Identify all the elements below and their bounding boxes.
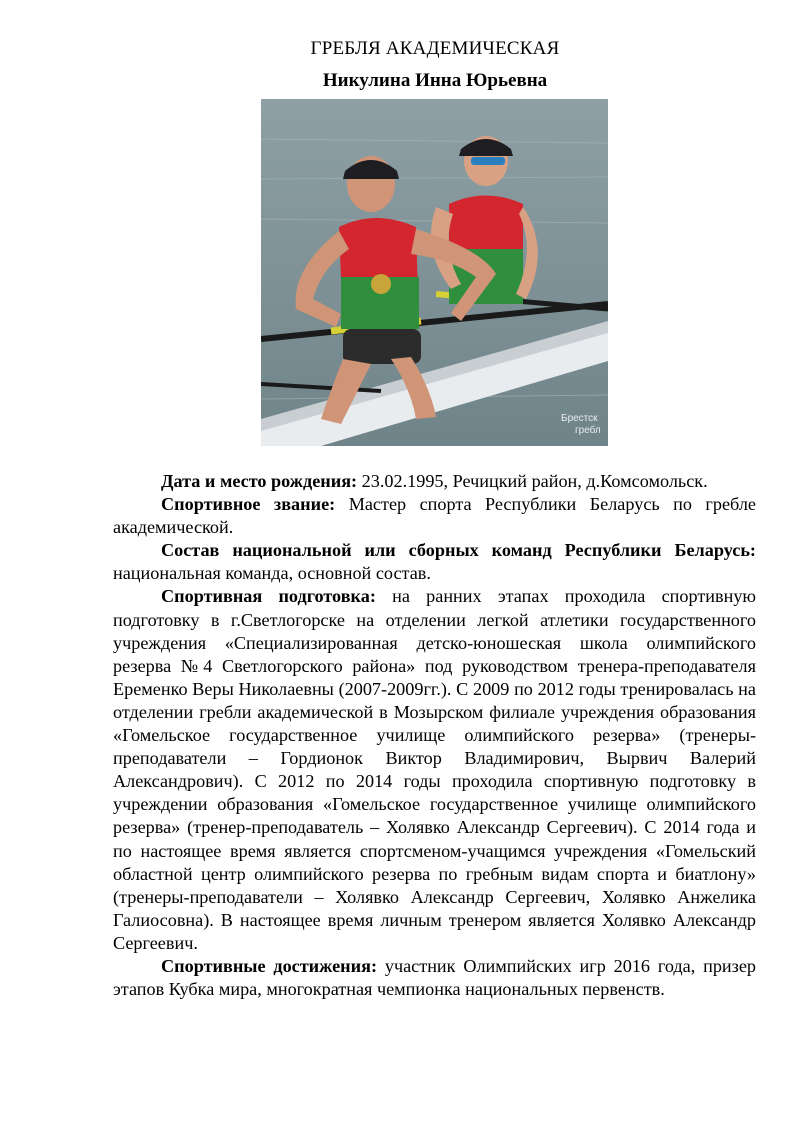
team-paragraph [113, 539, 756, 585]
birth-value: 23.02.1995, Речицкий район, д.Комсомольск. [357, 471, 708, 491]
training-value: на ранних этапах проходила спортивную подготовку в г.Светлогорске на отделении легкой атлетики государственного учреждения «Специализированная детско-юношеская школа олимпийского резерва №4 Светлогорского района» под руководством тренера-преподавателя Еременко Веры Николаевны (2007-2009гг.). С 2009 по 2012 годы тренировалась на отделении гребли академической в Мозырском филиале учреждения образования «Гомельское государственное училище олимпийского резерва» (тренеры-преподаватели – Гордионок Виктор Владимирович, Вырвич Валерий Александрович). С 2012 по 2014 годы проходила спортивную подготовку в учреждении образования «Гомельское государственное училище олимпийского резерва» (тренер-преподаватель – Холявко Александр Сергеевич). С 2014 года и по настоящее время является спортсменом-учащимся учреждения «Гомельский областной центр олимпийского резерва по гребным видам спорта и биатлону» (тренеры-преподаватели – Холявко Александр Сергеевич, Холявко Анжелика Галиосовна). В настоящее время личным тренером является Холявко Александр Сергеевич. [113, 586, 757, 953]
athlete-bio [113, 470, 756, 1001]
title-value: Мастер спорта Республики Беларусь по гребле академической. [113, 494, 756, 538]
birth-label: Дата и место рождения: [161, 471, 358, 491]
photo-watermark-line2: гребл [575, 425, 601, 436]
title-label: Спортивное звание: [161, 494, 336, 515]
achievements-label: Спортивные достижения: [161, 955, 378, 976]
athlete-name: Никулина Инна Юрьевна [322, 70, 548, 91]
photo-watermark: Брестск [561, 413, 598, 424]
team-value: национальная команда, основной состав. [113, 563, 431, 584]
team-label: Состав национальной или сборных команд Республики Беларусь: [161, 540, 756, 561]
sport-title: ГРЕБЛЯ АКАДЕМИЧЕСКАЯ [310, 38, 560, 59]
birth-paragraph [113, 470, 756, 493]
achievements-value: участник Олимпийских игр 2016 года, призер этапов Кубка мира, многократная чемпионка национальных первенств. [113, 955, 756, 1000]
title-paragraph [113, 493, 756, 539]
athlete-photo [261, 99, 608, 446]
training-paragraph [113, 585, 756, 955]
achievements-paragraph [113, 955, 756, 1001]
training-label: Спортивная подготовка: [161, 586, 376, 607]
